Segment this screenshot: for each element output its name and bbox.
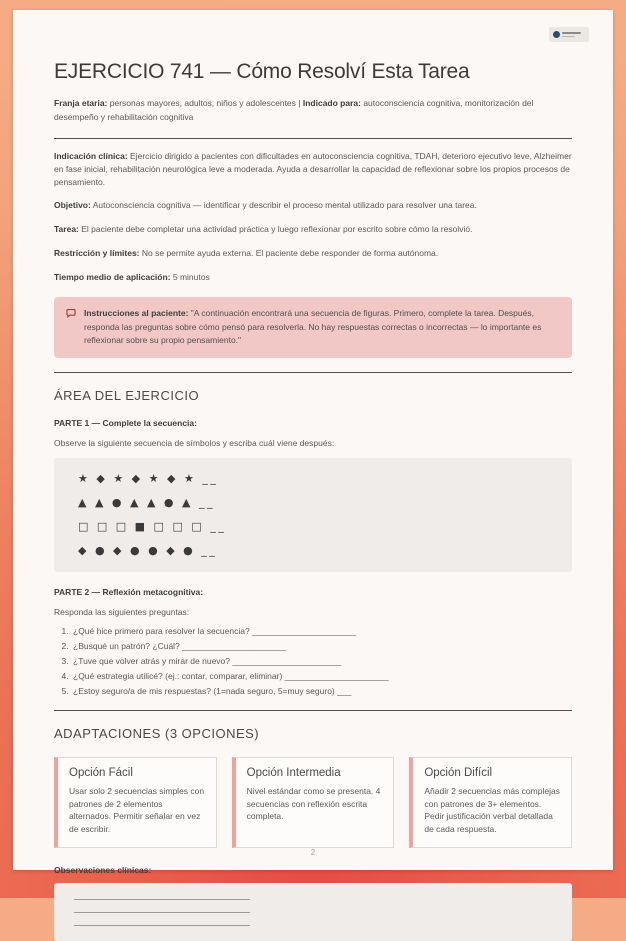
indicated-for-text: autoconsciencia cognitiva, monitorización del desempeño y rehabilitación cognitiva xyxy=(54,98,534,122)
divider xyxy=(54,710,572,711)
sequence-row: ◆ ● ◆ ● ● ◆ ● __ xyxy=(78,543,218,557)
field-text: Autoconsciencia cognitiva — identificar y describir el proceso mental utilizado para resolver una tarea. xyxy=(90,200,477,211)
comment-icon xyxy=(66,308,76,318)
objective-field xyxy=(54,199,572,212)
question-item: 4. ¿Qué estrategia utilicé? (ej.: contar, comparar, eliminar) ______________________ xyxy=(71,671,572,681)
card-text: Usar solo 2 secuencias simples con patrones de 2 elementos alternados. Permitir señalar en vez de escribir. xyxy=(69,785,205,835)
field-label: Tiempo medio de aplicación: xyxy=(54,271,171,282)
field-text: Ejercicio dirigido a pacientes con dificultades en autoconsciencia cognitiva, TDAH, deterioro ejecutivo leve, Alzheimer en fase inicial, rehabilitación neurológica leve a moderada. Ayuda a desarrollar la capacidad de reflexionar sobre los propios procesos de pensamiento. xyxy=(54,151,572,187)
part2-label: PARTE 2 — Reflexión metacognitiva: xyxy=(54,586,204,597)
part1-label: PARTE 1 — Complete la secuencia: xyxy=(54,417,197,428)
sequence-box xyxy=(54,458,572,572)
field-text: No se permite ayuda externa. El paciente debe responder de forma autónoma. xyxy=(139,247,439,258)
adaptation-card-easy xyxy=(54,757,217,848)
question-item: 2. ¿Busqué un patrón? ¿Cuál? ______________________ xyxy=(71,641,572,651)
card-title: Opción Difícil xyxy=(424,766,493,779)
exercise-area-heading: ÁREA DEL EJERCICIO xyxy=(54,387,200,403)
write-in-line xyxy=(74,913,250,926)
age-range-text: personas mayores, adultos, niños y adolescentes | xyxy=(107,98,303,108)
question-item: 3. ¿Tuve que volver atrás y mirar de nuevo? _______________________ xyxy=(71,656,572,666)
sequence-row: ★ ◆ ★ ◆ ★ ◆ ★ __ xyxy=(78,471,219,485)
task-field xyxy=(54,223,572,236)
part1-intro: Observe la siguiente secuencia de símbolos y escriba cuál viene después: xyxy=(54,437,335,448)
patient-instructions-text xyxy=(84,307,558,347)
brand-wordmark xyxy=(562,32,581,37)
write-in-line xyxy=(74,900,250,913)
card-title: Opción Fácil xyxy=(69,766,133,779)
adaptation-card-intermediate xyxy=(232,757,395,848)
reflection-questions-list xyxy=(54,626,572,696)
field-label: Restricción y límites: xyxy=(54,247,140,258)
clinical-observations-box xyxy=(54,883,572,941)
sequence-row: ▲ ▲ ● ▲ ▲ ● ▲ __ xyxy=(78,495,215,509)
brand-logo xyxy=(549,27,589,42)
patient-instructions-box xyxy=(54,297,572,358)
question-item: 5. ¿Estoy seguro/a de mis respuestas? (1=nada seguro, 5=muy seguro) ___ xyxy=(71,686,572,696)
card-text: Nivel estándar como se presenta. 4 secuencias con reflexión escrita completa. xyxy=(246,785,381,822)
sequence-row: □ □ □ ■ □ □ □ __ xyxy=(78,519,227,533)
age-range-label: Franja etaria: xyxy=(54,98,108,108)
document-page xyxy=(13,10,613,875)
part2-intro: Responda las siguientes preguntas: xyxy=(54,606,190,617)
divider xyxy=(54,138,572,139)
duration-field xyxy=(54,271,572,284)
page-number: 2 xyxy=(310,848,316,857)
write-in-line xyxy=(74,887,250,900)
indicated-for-label: Indicado para: xyxy=(302,98,361,108)
adaptation-cards xyxy=(54,757,572,848)
card-text: Añadir 2 secuencias más complejas con patrones de 3+ elementos. Pedir justificación verbal detallada de cada respuesta. xyxy=(424,785,560,835)
page-title: EJERCICIO 741 — Cómo Resolví Esta Tarea xyxy=(54,60,470,83)
card-title: Opción Intermedia xyxy=(246,766,341,779)
field-label: Indicación clínica: xyxy=(54,151,128,162)
question-item: 1. ¿Qué hice primero para resolver la secuencia? ______________________ xyxy=(71,626,572,636)
brand-circle-icon xyxy=(553,31,560,38)
instructions-label: Instrucciones al paciente: xyxy=(84,308,189,319)
adaptations-heading: ADAPTACIONES (3 OPCIONES) xyxy=(54,725,260,741)
meta-line xyxy=(54,97,572,124)
restriction-field xyxy=(54,247,572,260)
clinical-indication-field xyxy=(54,150,572,188)
field-text: 5 minutos xyxy=(170,271,210,282)
adaptation-card-hard xyxy=(409,757,572,848)
clinical-observations-label: Observaciones clínicas: xyxy=(54,864,152,875)
divider xyxy=(54,372,572,373)
instructions-text: "A continuación encontrará una secuencia de figuras. Primero, complete la tarea. Después, responda las preguntas sobre cómo pensó para resolverla. No hay respuestas correctas o incorrectas — lo importante es reflexionar sobre su propio pensamiento." xyxy=(84,308,542,345)
field-text: El paciente debe completar una actividad práctica y luego reflexionar por escrito sobre cómo la resolvió. xyxy=(78,224,473,235)
field-label: Tarea: xyxy=(54,224,79,235)
field-label: Objetivo: xyxy=(54,200,91,211)
